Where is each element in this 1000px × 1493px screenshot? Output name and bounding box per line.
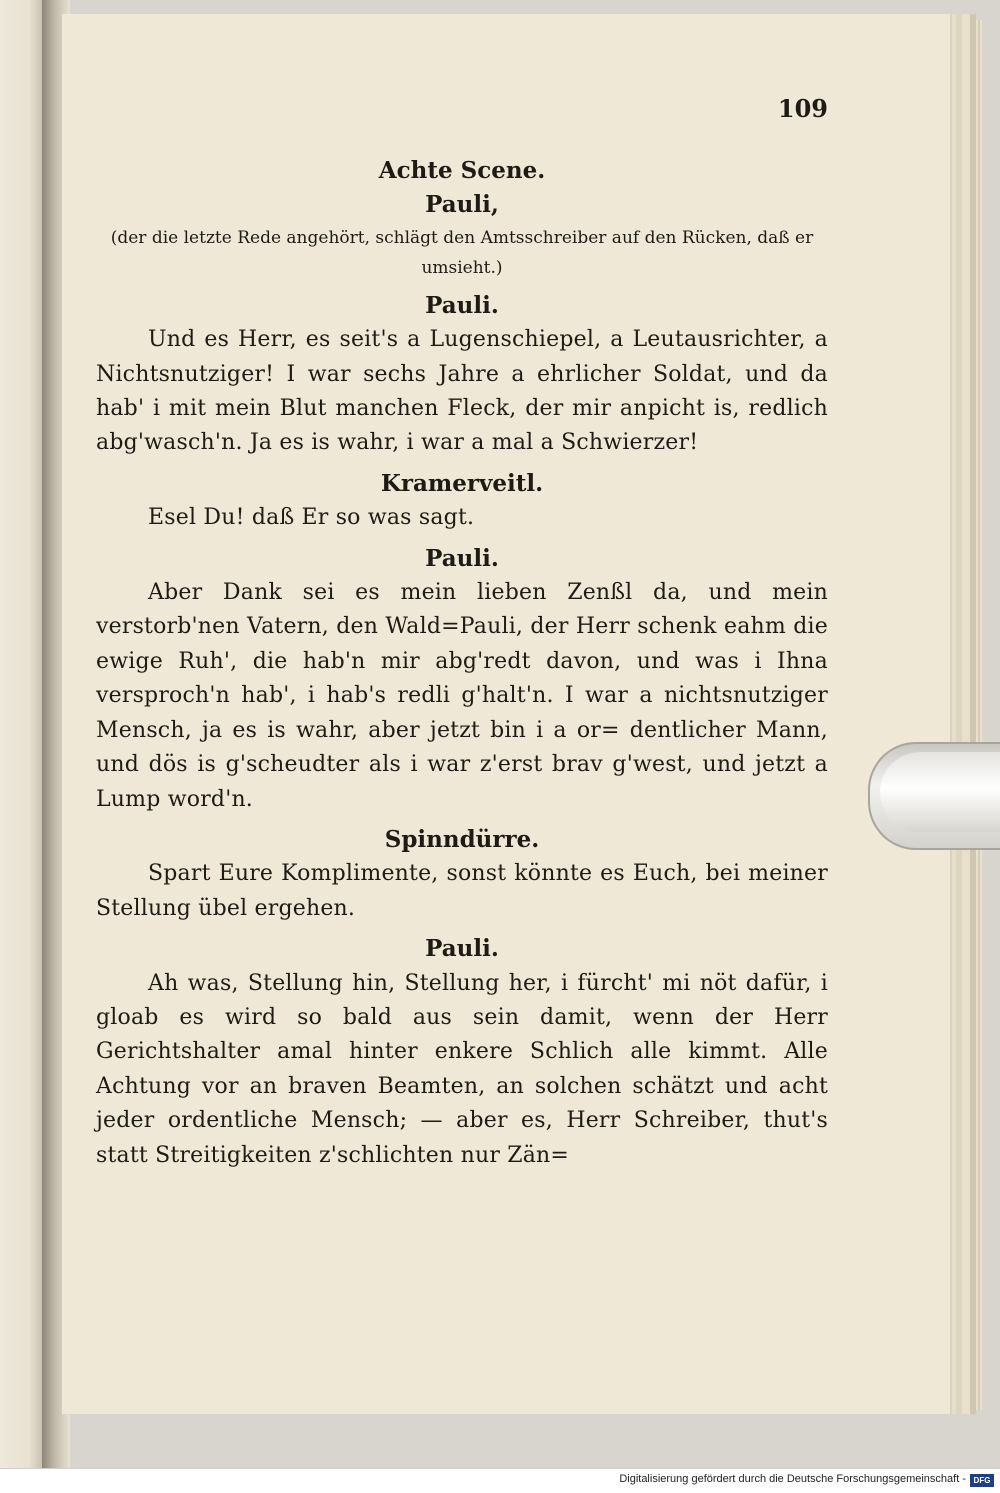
speech-text: Ah was, Stellung hin, Stellung her, i fürcht' mi nöt dafür, i gloab es wird so bald aus sein damit, wenn der Herr Gerichtshalter amal hinter enkere Schlich alle kimmt. Alle Achtung vor an braven Beamten, an solchen schätzt und acht jeder ordentliche Mensch; — aber es, Herr Schreiber, thut's statt Streitigkeiten z'schlichten nur Zän= [96, 970, 828, 1168]
speech-text: Esel Du! daß Er so was sagt. [148, 505, 475, 531]
footer-bar [0, 1468, 1000, 1493]
speaker-name: Pauli. [425, 544, 499, 572]
page-number: 109 [777, 94, 828, 123]
speech-text: Aber Dank sei es mein lieben Zenßl da, und mein verstorb'nen Vatern, den Wald=Pauli, der Herr schenk eahm die ewige Ruh', die hab'n mir abg'redt davon, und was i Ihna versproch'n hab', i hab's redli g'halt'n. I war a nichtsnutziger Mensch, ja es is wahr, aber jetzt bin i a or= dentlicher Mann, und dös is g'scheudter als i war z'erst brav g'west, und jetzt a Lump word'n. [96, 580, 828, 812]
speech-text: Spart Eure Komplimente, sonst könnte es Euch, bei meiner Stellung übel ergehen. [96, 861, 828, 921]
scene-title: Achte Scene. [378, 157, 546, 184]
speech-text: Und es Herr, es seit's a Lugenschiepel, a Leutausrichter, a Nichtsnutziger! I war sechs Jahre a ehrlicher Soldat, und da hab' i mit mein Blut manchen Fleck, der mir anpicht is, redlich abg'wasch'n. Ja es is wahr, i war a mal a Schwierzer! [96, 327, 828, 456]
page-tab-marker-highlight [880, 752, 1000, 832]
stage-direction: (der die letzte Rede angehört, schlägt den Amtsschreiber auf den Rücken, daß er umsieht.) [110, 227, 814, 278]
speaker-name: Pauli. [425, 291, 499, 319]
speaker-name: Pauli, [425, 191, 499, 219]
dfg-logo-icon: DFG [970, 1474, 994, 1487]
footer-credit: Digitalisierung gefördert durch die Deutsche Forschungsgemeinschaft - [619, 1473, 966, 1485]
page-text-area [96, 92, 828, 1173]
page-stack-edge [950, 20, 982, 1410]
previous-page-edge [0, 0, 42, 1468]
speaker-name: Spinndürre. [384, 825, 540, 853]
speaker-name: Pauli. [425, 935, 499, 963]
speaker-name: Kramerveitl. [380, 469, 544, 497]
